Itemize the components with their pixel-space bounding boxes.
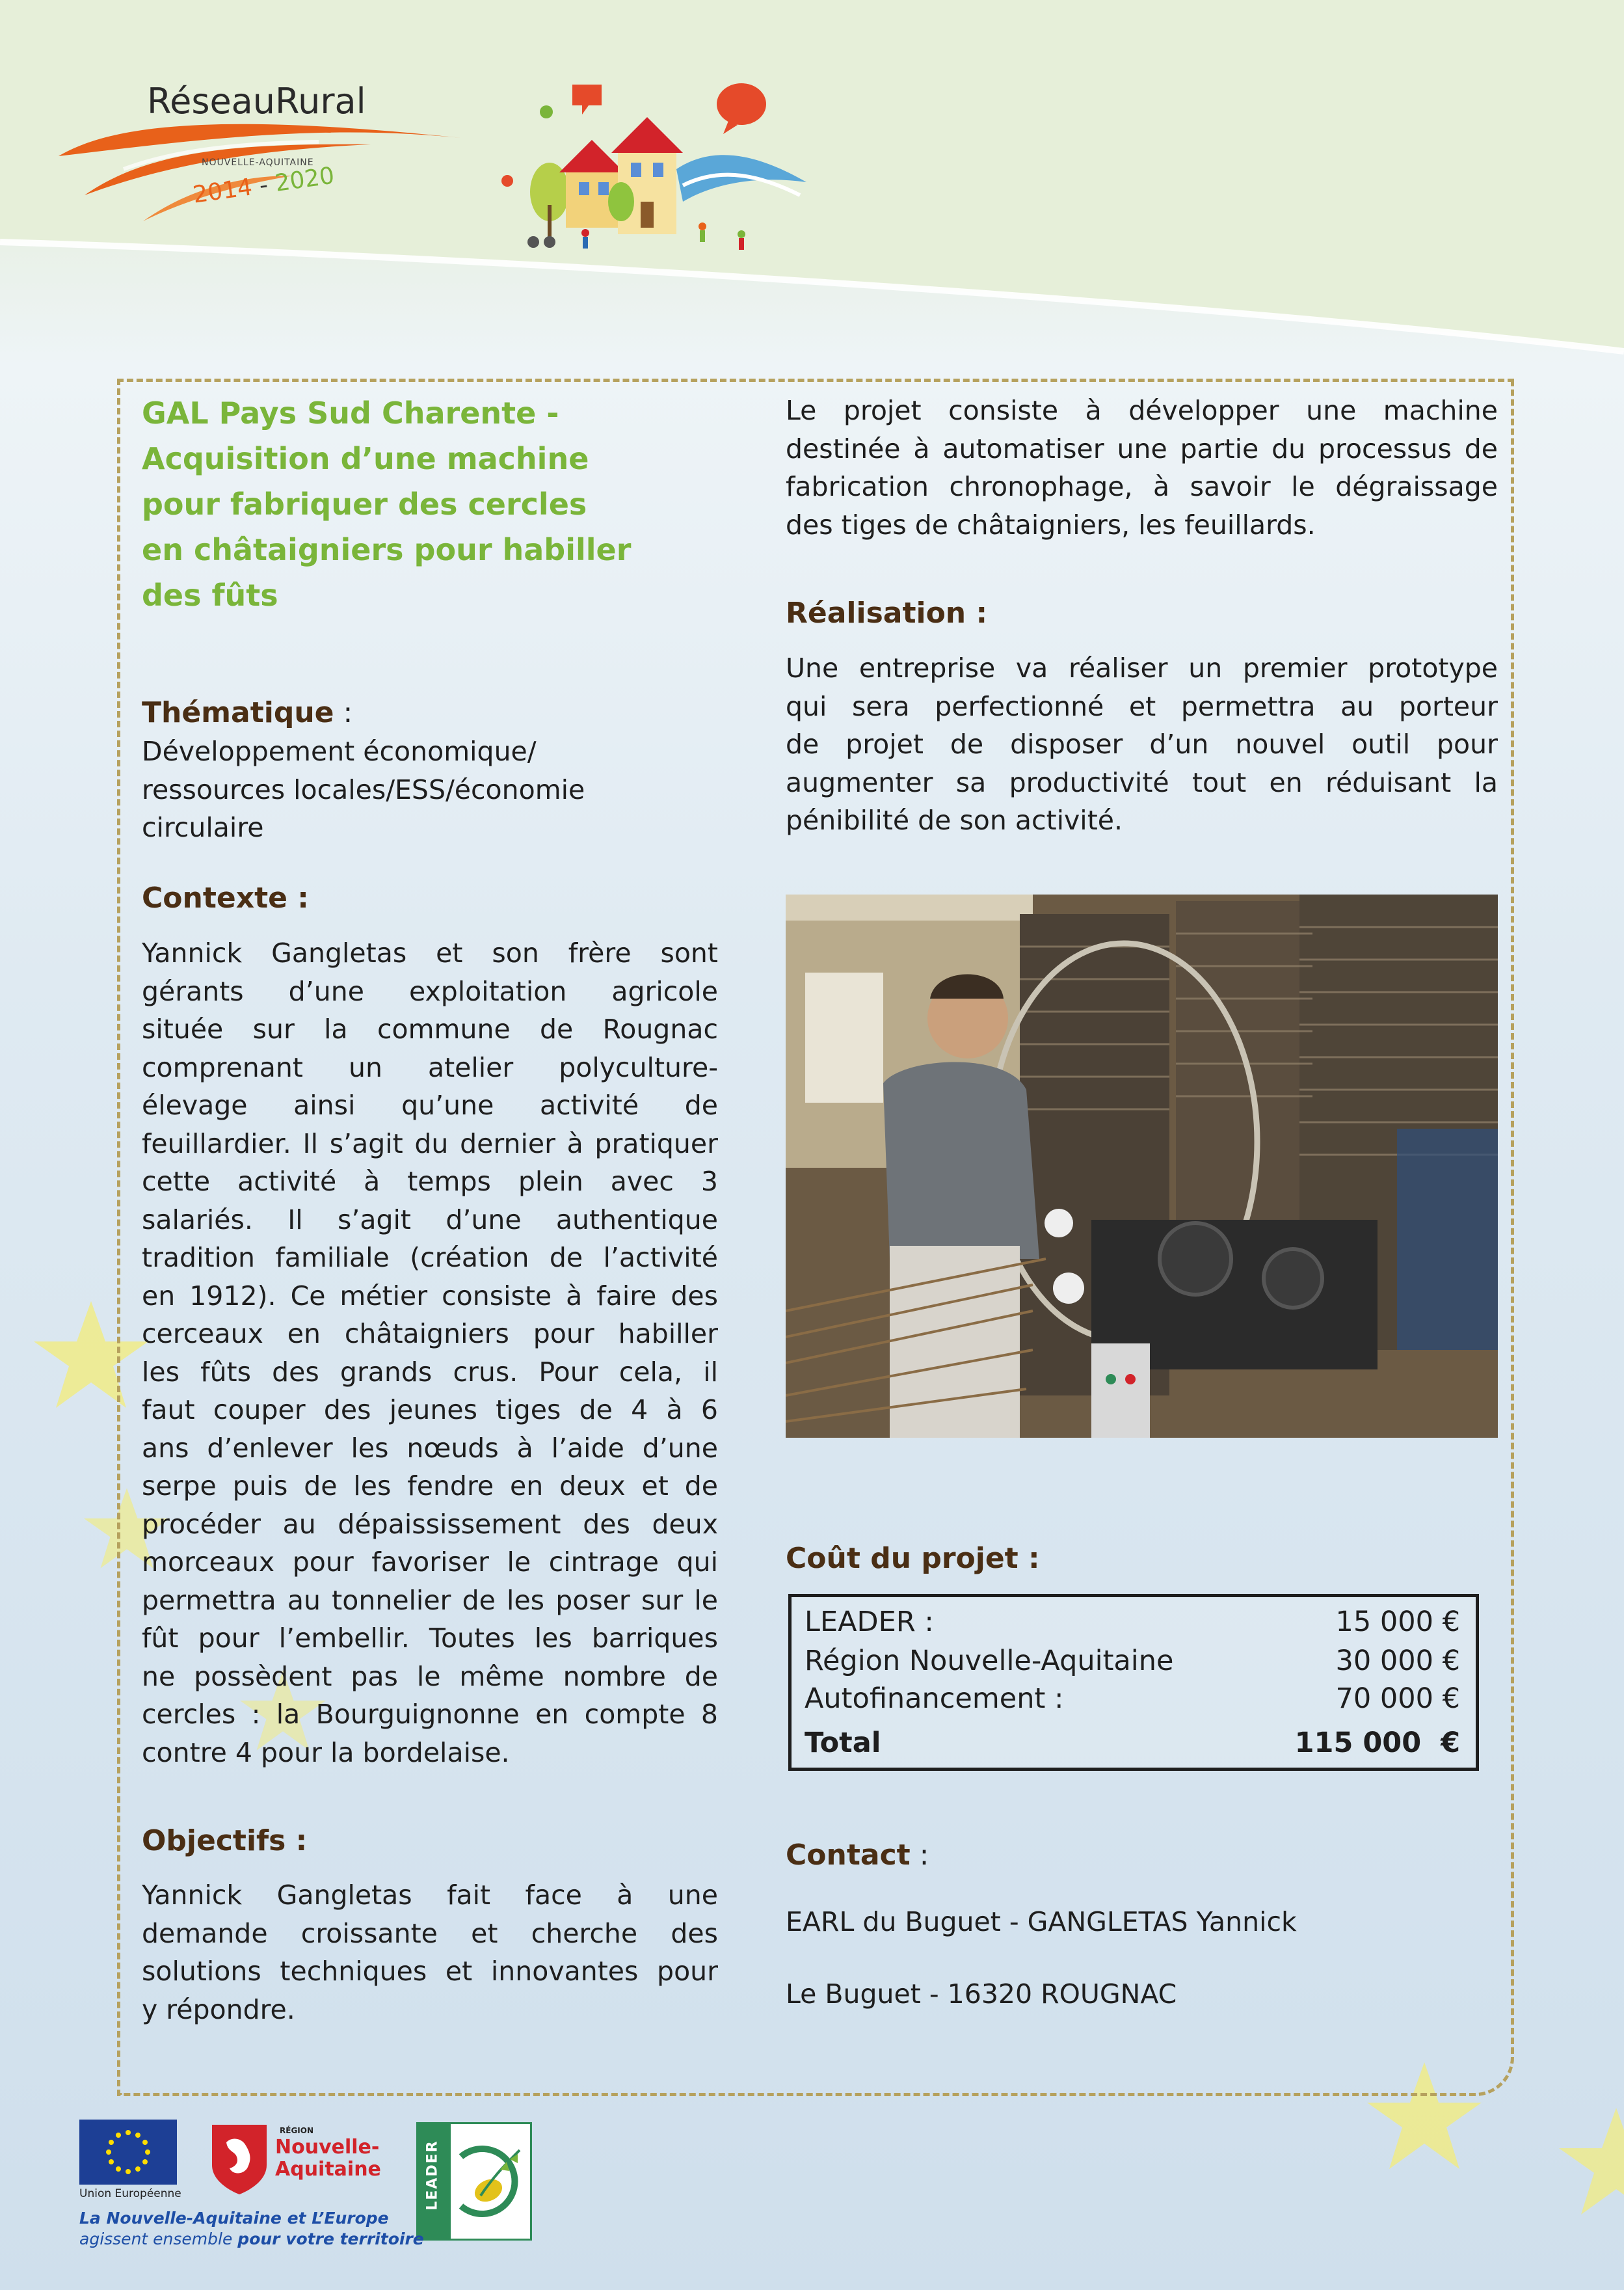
realisation-heading: Réalisation : [786, 597, 988, 630]
cost-table [788, 1594, 1479, 1771]
paragraph-line: feuillardier. Il s’agit du dernier à pratiquer [142, 1127, 718, 1159]
contact-label: Contact [786, 1839, 911, 1872]
paragraph-line: augmenter sa productivité tout en réduisant la [786, 766, 1498, 798]
thematique-line: Développement économique/ [142, 736, 537, 767]
cout-heading: Coût du projet : [786, 1542, 1040, 1575]
title-line: GAL Pays Sud Charente - [142, 396, 559, 431]
cost-amount: 30 000 € [1335, 1645, 1460, 1677]
objectifs-heading: Objectifs : [142, 1824, 308, 1857]
title-line: en châtaigniers pour habiller [142, 532, 632, 567]
contact-separator: : [910, 1839, 929, 1872]
contact-name: EARL du Buguet - GANGLETAS Yannick [786, 1906, 1297, 1937]
years-dash: - [258, 171, 270, 200]
paragraph-line: Yannick Gangletas et son frère sont [142, 937, 718, 969]
region-name-line-2: Aquitaine [275, 2158, 381, 2181]
cost-label: Région Nouvelle-Aquitaine [805, 1645, 1174, 1677]
thematique-heading [142, 694, 718, 733]
paragraph-line: Yannick Gangletas fait face à une [142, 1879, 718, 1911]
years-end: 2020 [273, 162, 336, 197]
paragraph-line: fabrication chronophage, à savoir le dégraissage [786, 471, 1498, 502]
paragraph-line: demande croissante et cherche des [142, 1917, 718, 1949]
paragraph-line: élevage ainsi qu’une activité de [142, 1090, 718, 1121]
thematique-section [142, 694, 718, 847]
thematique-label: Thématique [142, 696, 334, 729]
contexte-section [142, 879, 718, 918]
paragraph-line: en 1912). Ce métier consiste à faire des [142, 1280, 718, 1312]
contexte-body [142, 934, 718, 1771]
paragraph-line: ans d’enlever les nœuds à l’aide d’une [142, 1432, 718, 1464]
cost-label: Autofinancement : [805, 1682, 1064, 1715]
objectifs-body [142, 1876, 718, 2028]
paragraph-line: destinée à automatiser une partie du processus de [786, 433, 1498, 465]
eu-logo [79, 2120, 181, 2204]
paragraph-line: ne possèdent pas le même nombre de [142, 1660, 718, 1692]
paragraph-line: les fûts des grands crus. Pour cela, il [142, 1356, 718, 1388]
paragraph-line: Le projet consiste à développer une machine [786, 395, 1498, 426]
cost-amount: 15 000 € [1335, 1606, 1460, 1638]
region-logo [207, 2120, 382, 2198]
footer-caption [79, 2208, 535, 2250]
paragraph-line: Une entreprise va réaliser un premier prototype [786, 653, 1498, 684]
caption-line-2 [79, 2229, 535, 2250]
cost-row-leader [805, 1602, 1460, 1641]
logo-region: NOUVELLE-AQUITAINE [202, 157, 314, 168]
realisation-section [786, 594, 1498, 633]
logo-word-reseau: Réseau [147, 81, 275, 122]
objectifs-section [142, 1822, 718, 1861]
paragraph-line: contre 4 pour la bordelaise. [142, 1736, 510, 1768]
paragraph-line: cercles : la Bourguignonne en compte 8 [142, 1699, 718, 1730]
paragraph-line: de projet de disposer d’un nouvel outil pour [786, 729, 1498, 760]
village-illustration [488, 72, 813, 267]
cost-row-total [805, 1723, 1460, 1762]
paragraph-line: qui sera perfectionné et permettra au porteur [786, 690, 1498, 722]
paragraph-line: des tiges de châtaigniers, les feuillards. [786, 509, 1316, 541]
cost-amount: 70 000 € [1335, 1682, 1460, 1715]
region-name-line-1: Nouvelle- [275, 2136, 380, 2159]
paragraph-line: permettra au tonnelier de les poser sur le [142, 1584, 718, 1616]
reseau-rural-logo [46, 72, 488, 241]
contact-heading [786, 1836, 1498, 1875]
cout-section [786, 1539, 1498, 1578]
speech-bubble-icon [572, 85, 602, 114]
project-title [142, 390, 718, 618]
paragraph-line: faut couper des jeunes tiges de 4 à 6 [142, 1394, 718, 1425]
caption-line-1: La Nouvelle-Aquitaine et L’Europe [79, 2209, 389, 2228]
paragraph-line: y répondre. [142, 1993, 295, 2025]
workshop-photo [786, 895, 1498, 1438]
paragraph-line: située sur la commune de Rougnac [142, 1014, 718, 1045]
caption-part-b: pour votre territoire [237, 2229, 424, 2248]
paragraph-line: serpe puis de les fendre en deux et de [142, 1470, 718, 1502]
total-label: Total [805, 1727, 881, 1759]
thematique-line: circulaire [142, 812, 264, 843]
logo-word-rural: Rural [275, 81, 366, 122]
paragraph-line: fût pour l’embellir. Toutes les barriques [142, 1623, 718, 1654]
region-shield-icon [207, 2120, 272, 2198]
paragraph-line: comprenant un atelier polyculture- [142, 1051, 718, 1083]
paragraph-line: salariés. Il s’agit d’une authentique [142, 1204, 718, 1235]
cost-row-autofinancement [805, 1679, 1460, 1718]
contact-section [786, 1836, 1498, 1875]
title-line: pour fabriquer des cercles [142, 487, 587, 522]
paragraph-line: cerceaux en châtaigniers pour habiller [142, 1318, 718, 1349]
eu-flag-icon [79, 2120, 177, 2185]
region-small-label: RÉGION [280, 2126, 313, 2135]
paragraph-line: morceaux pour favoriser le cintrage qui [142, 1546, 718, 1578]
paragraph-line: tradition familiale (création de l’activité [142, 1242, 718, 1273]
contexte-heading: Contexte : [142, 882, 309, 915]
star-decoration-icon [1551, 2101, 1624, 2231]
title-line: Acquisition d’une machine [142, 441, 589, 476]
thematique-separator: : [334, 696, 353, 729]
cost-row-region [805, 1641, 1460, 1680]
total-amount: 115 000 € [1294, 1727, 1460, 1759]
contact-address: Le Buguet - 16320 ROUGNAC [786, 1978, 1177, 2010]
caption-part-a: agissent ensemble [79, 2229, 238, 2248]
projet-body [786, 392, 1498, 544]
paragraph-line: cette activité à temps plein avec 3 [142, 1166, 718, 1197]
leader-label: LEADER [424, 2140, 441, 2211]
speech-bubble-icon [717, 83, 766, 125]
cost-label: LEADER : [805, 1606, 934, 1638]
title-line: des fûts [142, 578, 278, 613]
eu-label: Union Européenne [79, 2187, 181, 2200]
thematique-line: ressources locales/ESS/économie [142, 774, 585, 805]
paragraph-line: pénibilité de son activité. [786, 805, 1123, 836]
realisation-body [786, 649, 1498, 840]
paragraph-line: gérants d’une exploitation agricole [142, 975, 718, 1007]
paragraph-line: procéder au dépaississement des deux [142, 1508, 718, 1540]
years-start: 2014 [191, 174, 254, 209]
paragraph-line: solutions techniques et innovantes pour [142, 1956, 718, 1987]
